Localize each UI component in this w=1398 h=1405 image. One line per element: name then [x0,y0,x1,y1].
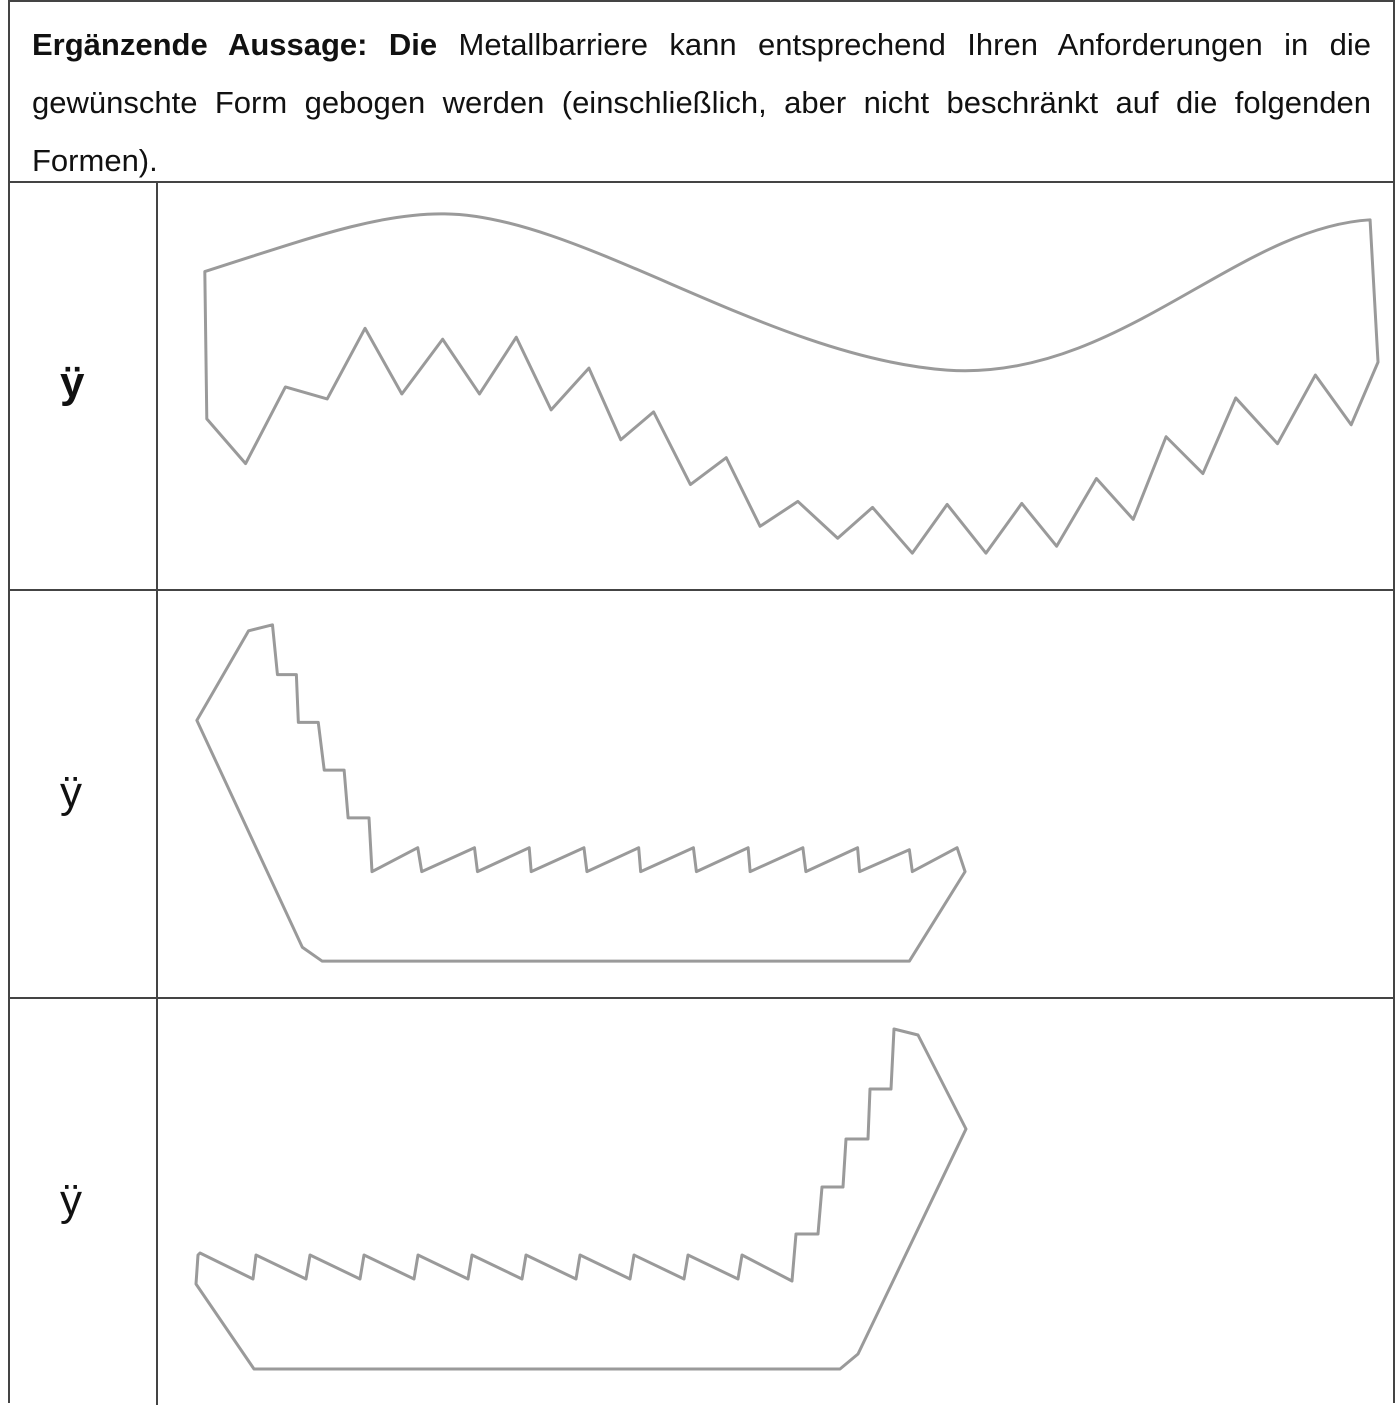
shapes-table [8,0,1395,1403]
shape-row [10,591,1393,999]
statement-lead: Ergänzende Aussage: Die [32,27,438,62]
shape-cell [158,999,1393,1405]
shape-cell [158,183,1393,589]
angled-left-toothed-barrier-drawing [158,591,1393,997]
wavy-barrier-outline [205,214,1378,553]
shape-row [10,183,1393,591]
marker-cell [10,999,158,1405]
bullet-marker: ÿ [60,768,82,817]
supplementary-statement [10,2,1393,183]
right-angled-barrier-outline [196,1029,966,1369]
marker-cell [10,183,158,589]
statement-text: Metallbarriere kann entsprechend Ihren Anforderungen in die gewünschte Form gebogen werden (einschließlich, aber nicht beschränkt auf die folgenden Formen). [32,27,1371,178]
left-angled-barrier-outline [197,625,965,961]
angled-right-toothed-barrier-drawing [158,999,1393,1405]
bullet-marker: ÿ [60,358,85,407]
wavy-toothed-barrier-drawing [158,183,1393,589]
bullet-marker: ÿ [60,1176,82,1225]
marker-cell [10,591,158,997]
shape-row [10,999,1393,1405]
shape-cell [158,591,1393,997]
